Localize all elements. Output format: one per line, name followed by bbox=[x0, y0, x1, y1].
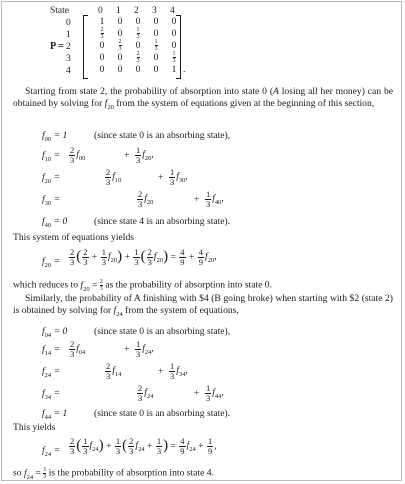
sys1-r3-plus: + bbox=[158, 172, 164, 183]
matrix-cell: $\frac{1}{3}$ bbox=[154, 39, 158, 52]
equation-2: $f_{24}$ = $\frac{2}{3}$ ( $\frac{1}{3}$ $f_{24}$) + $\frac{1}{3}$ ( $\frac{2}{3}$ $f_{24}$ + $\frac{1}{3}$ ) = $\frac{4}{9}$ $f_{24}$ + $\frac{1}{9}$ , bbox=[42, 436, 217, 458]
matrix-cell: 0 bbox=[99, 53, 105, 63]
matrix-header-0: 0 bbox=[98, 6, 103, 16]
sys1-r2-lhs: $f_{10}$ = bbox=[42, 150, 61, 163]
eq1-t1: $f_{20}$ bbox=[107, 250, 118, 264]
matrix-header-2: 2 bbox=[134, 6, 139, 16]
matrix-cell: 0 bbox=[135, 17, 141, 27]
matrix-row-label-4: 4 bbox=[66, 65, 71, 76]
frac-one-third: $\frac{1}{3}$ bbox=[170, 167, 175, 187]
matrix-header-1: 1 bbox=[116, 6, 121, 16]
frac-two-thirds: $\frac{2}{3}$ bbox=[138, 189, 143, 209]
sys1-r1-note: (since state 0 is an absorbing state), bbox=[94, 130, 231, 141]
matrix-cell: 0 bbox=[171, 29, 177, 39]
sys1-r2-t1: $f_{00}$ bbox=[76, 149, 86, 163]
intro-var: $f_{20}$ bbox=[104, 98, 114, 111]
matrix-row-label-2: 2 bbox=[66, 41, 71, 52]
sys2-row-2: $f_{14}$ = $\frac{2}{3}$ $f_{04}$ + $\frac{1}{3}$ $f_{24}$, bbox=[42, 339, 154, 359]
intro-var-a: A bbox=[273, 86, 279, 97]
intro-text-a: Starting from state 2, the probability of absorption into state 0 ( bbox=[25, 86, 274, 97]
matrix-row-label-3: 3 bbox=[66, 53, 71, 64]
intro-text-b: losing all her money) can be obtained by solving for bbox=[13, 86, 394, 109]
matrix-cell: 0 bbox=[171, 17, 177, 27]
eq1-end: $f_{20}$, bbox=[205, 250, 217, 264]
matrix-cell: 0 bbox=[99, 41, 105, 51]
sys1-r3-t1: $f_{10}$ bbox=[112, 171, 122, 185]
reduces-line: which reduces to $f_{20}$ = $\frac{2}{3}$ as the probability of absorption into state 0. bbox=[13, 279, 272, 293]
sys2-row-1: $f_{04} = 0$ (since state 0 is an absorbing state), bbox=[42, 326, 231, 339]
sys1-r1-lhs: $f_{00} = 1$ bbox=[42, 130, 68, 143]
sys1-row-4 bbox=[2, 190, 402, 208]
matrix-cell: 1 bbox=[99, 17, 105, 27]
sys1-r4-plus: + bbox=[194, 194, 200, 205]
frac-two-thirds: $\frac{2}{3}$ bbox=[106, 167, 111, 187]
matrix-left-bracket bbox=[83, 15, 88, 79]
matrix-header-3: 3 bbox=[152, 6, 157, 16]
page bbox=[1, 1, 402, 481]
matrix-cell: 0 bbox=[135, 65, 141, 75]
yields-line-2: This yields bbox=[13, 422, 56, 433]
frac-one-third: $\frac{1}{3}$ bbox=[136, 145, 141, 165]
sys2-row-5: $f_{44} = 1$ (since state 0 is an absorbing state). bbox=[42, 408, 231, 421]
matrix-right-bracket bbox=[176, 15, 181, 79]
matrix-cell: 0 bbox=[153, 53, 159, 63]
matrix-cell: 0 bbox=[135, 41, 141, 51]
frac-two-thirds: $\frac{2}{3}$ bbox=[70, 145, 75, 165]
matrix-cell: $\frac{1}{3}$ bbox=[172, 51, 176, 64]
yields-line-1: This system of equations yields bbox=[13, 232, 134, 243]
matrix-cell: $\frac{2}{3}$ bbox=[136, 51, 140, 64]
intro-paragraph bbox=[13, 86, 393, 114]
matrix-cell: 0 bbox=[153, 17, 159, 27]
matrix-cell: 0 bbox=[171, 41, 177, 51]
matrix-cell: 1 bbox=[171, 65, 177, 75]
matrix-cell: $\frac{1}{3}$ bbox=[136, 27, 140, 40]
matrix-cell: 0 bbox=[117, 65, 123, 75]
sys1-r4-t2: $f_{40}$, bbox=[212, 193, 224, 207]
sys1-r4-t1: $f_{20}$ bbox=[144, 193, 154, 207]
intro-paragraph-2: Similarly, the probability of A finishing with $4 (B going broke) when starting with $2 (state 2) is obtained by solving for $f_{24}$ from the system of equations, bbox=[13, 293, 393, 318]
sys1-r3-t2: $f_{30}$, bbox=[176, 171, 188, 185]
matrix-terminator: . bbox=[183, 64, 186, 75]
sys2-row-4: $f_{34}$ = $\frac{2}{3}$ $f_{24}$ + $\frac{1}{3}$ $f_{44}$, bbox=[42, 383, 224, 403]
sys1-row-3 bbox=[2, 168, 402, 186]
matrix-row-label-0: 0 bbox=[66, 17, 71, 28]
matrix-cell: 0 bbox=[153, 65, 159, 75]
sys1-r2-plus: + bbox=[124, 150, 130, 161]
sys1-r4-lhs: $f_{30}$ = bbox=[42, 194, 61, 207]
matrix-header-4: 4 bbox=[170, 6, 175, 16]
matrix-cell: 0 bbox=[117, 53, 123, 63]
matrix-cell: $\frac{2}{3}$ bbox=[100, 27, 104, 40]
sys1-r2-t2: $f_{20}$, bbox=[142, 149, 154, 163]
state-label: State bbox=[50, 6, 69, 16]
matrix-cell: 0 bbox=[153, 29, 159, 39]
matrix-cell: 0 bbox=[99, 65, 105, 75]
sys1-r5-note: (since state 4 is an absorbing state). bbox=[94, 216, 231, 227]
sys1-r3-lhs: $f_{20}$ = bbox=[42, 172, 61, 185]
sys1-row-2 bbox=[2, 146, 402, 164]
sys2-row-3: $f_{24}$ = $\frac{2}{3}$ $f_{14}$ + $\frac{1}{3}$ $f_{34}$, bbox=[42, 361, 188, 381]
intro-text-c: from the system of equations given at the beginning of this section, bbox=[113, 98, 375, 109]
frac-one-third: $\frac{1}{3}$ bbox=[206, 189, 211, 209]
matrix-cell: 0 bbox=[117, 17, 123, 27]
eq1-eq: = bbox=[170, 251, 176, 263]
matrix-symbol: P = bbox=[50, 41, 64, 52]
final-line: so $f_{24}$ = $\frac{1}{3}$ is the probability of absorption into state 4. bbox=[13, 467, 214, 481]
matrix-cell: $\frac{2}{3}$ bbox=[118, 39, 122, 52]
sys1-r5-lhs: $f_{40} = 0$ bbox=[42, 216, 68, 229]
eq1-lhs: $f_{20}$ = bbox=[42, 256, 61, 269]
matrix-cell: 0 bbox=[117, 29, 123, 39]
eq1-t2: $f_{20}$ bbox=[153, 250, 164, 264]
matrix-row-label-1: 1 bbox=[66, 29, 71, 40]
equation-1: $f_{20}$ = $\frac{2}{3}$ ( $\frac{2}{3}$ + $\frac{1}{3}$ $f_{20}$) + $\frac{1}{3}$ ( $\frac{2}{3}$ $f_{20}$) = $\frac{4}{9}$ + $\frac{4}{9}$ $f_{20}$, bbox=[42, 247, 217, 269]
